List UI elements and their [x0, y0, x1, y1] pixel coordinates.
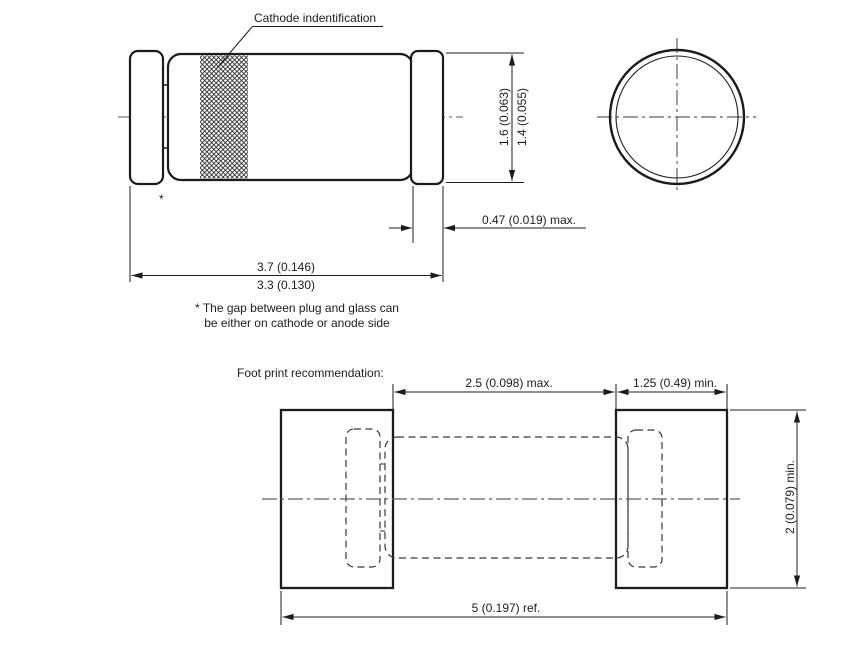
cathode-identification-label: Cathode indentification — [254, 11, 377, 25]
dim-length-min-text: 3.3 (0.130) — [256, 278, 316, 292]
dim-pad-gap-text: 2.5 (0.098) max. — [465, 376, 553, 390]
dim-pad-width — [618, 376, 728, 409]
dim-diameter — [446, 53, 529, 183]
right-end-cap — [411, 51, 443, 184]
dim-pad-width-text: 1.25 (0.49) min. — [632, 376, 718, 390]
end-view — [597, 38, 756, 194]
dim-pad-height — [730, 410, 806, 588]
dim-cap-length — [389, 186, 586, 282]
gap-asterisk: * — [159, 192, 164, 206]
footnote-line1: * The gap between plug and glass can — [195, 301, 399, 315]
dim-total-length — [281, 591, 727, 625]
dim-diameter-min-text: 1.4 (0.055) — [515, 87, 529, 147]
dim-pad-gap — [393, 376, 616, 409]
dim-diameter-max-text: 1.6 (0.063) — [497, 87, 511, 147]
dim-overall-length — [130, 186, 442, 292]
side-view — [118, 11, 586, 330]
left-end-cap — [130, 51, 163, 184]
footnote-line2: be either on cathode or anode side — [204, 316, 390, 330]
cathode-band-hatch — [200, 56, 248, 179]
dim-pad-height-text: 2 (0.079) min. — [783, 459, 797, 535]
dim-length-max-text: 3.7 (0.146) — [256, 260, 316, 274]
dim-cap-length-text: 0.47 (0.019) max. — [481, 213, 577, 227]
footprint-label: Foot print recommendation: — [237, 366, 384, 380]
dim-total-length-text: 5 (0.197) ref. — [471, 601, 541, 615]
footprint-view — [237, 366, 806, 625]
